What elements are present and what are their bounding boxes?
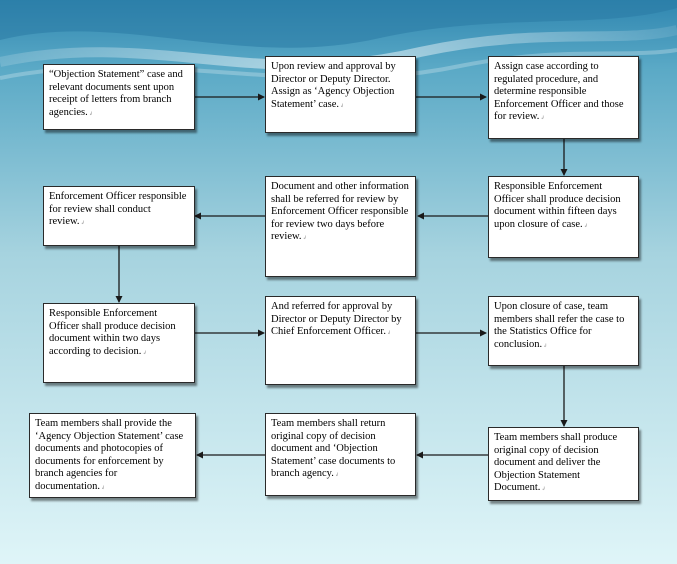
step-3-text: Assign case according to regulated procedure, and determine responsible Enforcement Officer and those for review. — [494, 61, 624, 123]
step-3-box: Assign case according to regulated procedure, and determine responsible Enforcement Officer and those for review.↲ — [488, 56, 639, 139]
step-10-box: Team members shall produce original copy of decision document and deliver the Objection Statement Document.↲ — [488, 427, 639, 501]
step-9-box: Upon closure of case, team members shall refer the case to the Statistics Office for conclusion.↲ — [488, 296, 639, 366]
step-5-text: Document and other information shall be referred for review by Enforcement Officer responsible for review two days before review. — [271, 181, 409, 243]
step-8-text: And referred for approval by Director or Deputy Director by Chief Enforcement Officer. — [271, 301, 402, 338]
step-6-box: Enforcement Officer responsible for review shall conduct review.↲ — [43, 186, 195, 246]
step-2-text: Upon review and approval by Director or Deputy Director. Assign as ‘Agency Objection Statement’ case. — [271, 61, 396, 110]
step-7-text: Responsible Enforcement Officer shall produce decision document within two days according to decision. — [49, 308, 176, 357]
step-6-text: Enforcement Officer responsible for review shall conduct review. — [49, 191, 187, 228]
step-5-box: Document and other information shall be referred for review by Enforcement Officer responsible for review two days before review.↲ — [265, 176, 416, 277]
step-11-text: Team members shall return original copy of decision document and ‘Objection Statement’ case documents to branch agency. — [271, 418, 396, 480]
step-12-box: Team members shall provide the ‘Agency Objection Statement’ case documents and photocopies of documents for enforcement by branch agencies for documentation.↲ — [29, 413, 196, 498]
step-10-text: Team members shall produce original copy of decision document and deliver the Objection Statement Document. — [494, 432, 618, 494]
step-11-box: Team members shall return original copy of decision document and ‘Objection Statement’ case documents to branch agency.↲ — [265, 413, 416, 496]
step-1-box: “Objection Statement” case and relevant documents sent upon receipt of letters from branch agencies.↲ — [43, 64, 195, 130]
step-8-box: And referred for approval by Director or Deputy Director by Chief Enforcement Officer.↲ — [265, 296, 416, 385]
step-7-box: Responsible Enforcement Officer shall produce decision document within two days according to decision.↲ — [43, 303, 195, 383]
step-9-text: Upon closure of case, team members shall refer the case to the Statistics Office for conclusion. — [494, 301, 625, 350]
step-4-text: Responsible Enforcement Officer shall produce decision document within fifteen days upon closure of case. — [494, 181, 621, 230]
step-2-box: Upon review and approval by Director or Deputy Director. Assign as ‘Agency Objection Statement’ case.↲ — [265, 56, 416, 133]
step-12-text: Team members shall provide the ‘Agency Objection Statement’ case documents and photocopies of documents for enforcement by branch agencies for documentation. — [35, 418, 184, 492]
step-4-box: Responsible Enforcement Officer shall produce decision document within fifteen days upon closure of case.↲ — [488, 176, 639, 258]
step-1-text: “Objection Statement” case and relevant documents sent upon receipt of letters from branch agencies. — [49, 69, 183, 118]
